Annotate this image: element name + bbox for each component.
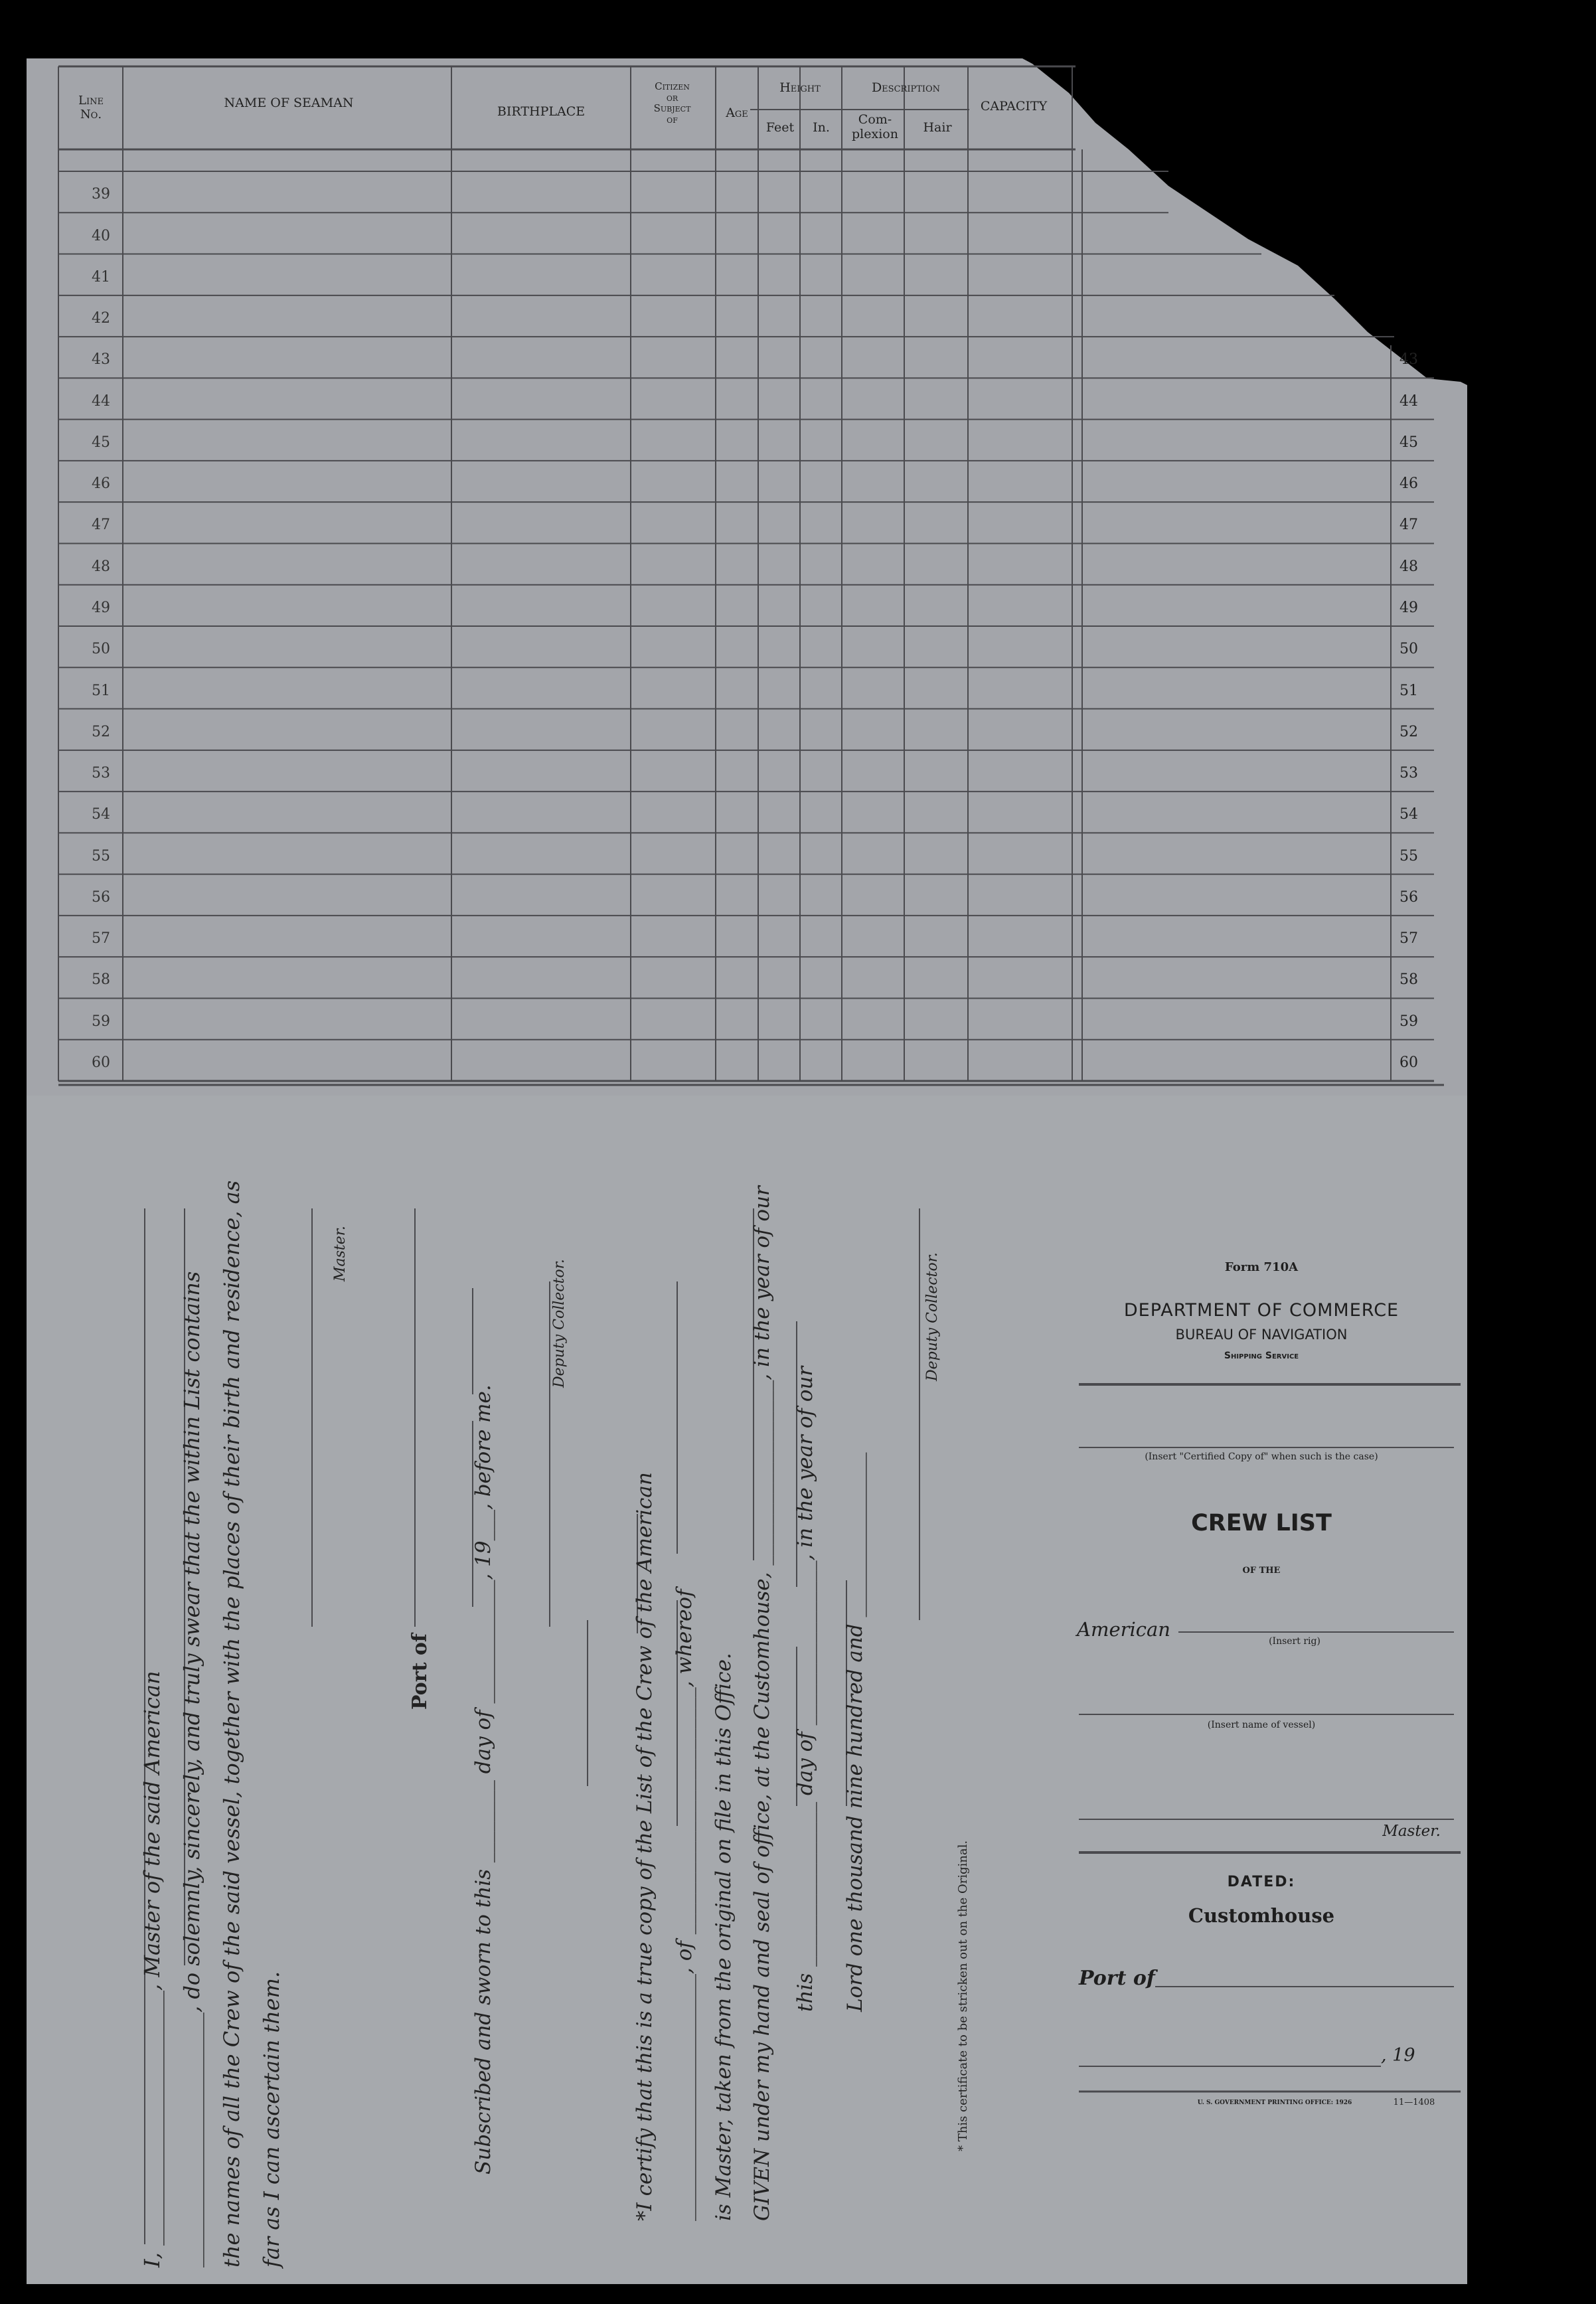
- oath-line-1: I, ________________________, Master of the said American: [139, 1671, 165, 2267]
- of-the-label: OF THE: [1242, 1566, 1281, 1576]
- header-citizen: Citizen or Subject of: [653, 80, 691, 125]
- row-number: 52: [92, 723, 110, 740]
- certify-line-6: Lord one thousand nine hundred and ________________: [843, 1452, 867, 2012]
- row-number-right: 59: [1399, 1013, 1418, 1030]
- header-complexion: Com- plexion: [852, 112, 898, 141]
- footnote: * This certificate to be stricken out on the Original.: [956, 1840, 970, 2151]
- certify-line-1: *I certify that this is a true copy of the List of the Crew of the American: [633, 1472, 657, 2221]
- row-number: 58: [92, 971, 110, 989]
- row-number: 56: [92, 888, 110, 906]
- row-number: 44: [92, 392, 110, 410]
- row-number: 60: [92, 1054, 110, 1071]
- row-number: 39: [92, 186, 110, 203]
- row-number-right: 55: [1399, 847, 1418, 864]
- header-height: Height: [779, 80, 821, 95]
- row-number: 43: [92, 351, 110, 369]
- header-birthplace: BIRTHPLACE: [497, 104, 586, 119]
- row-number: 47: [92, 517, 110, 534]
- insert-rig-note: (Insert rig): [1269, 1636, 1320, 1647]
- row-number-right: 48: [1399, 558, 1418, 575]
- row-number-right: 43: [1399, 351, 1418, 369]
- deputy-collector-2: Deputy Collector.: [924, 1252, 941, 1381]
- department-title: DEPARTMENT OF COMMERCE: [1123, 1300, 1399, 1321]
- row-number-right: 47: [1399, 517, 1418, 534]
- row-number: 46: [92, 475, 110, 493]
- row-number-right: 56: [1399, 888, 1418, 906]
- header-name-of-seaman: NAME OF SEAMAN: [224, 96, 354, 110]
- row-number-right: 52: [1399, 723, 1418, 740]
- row-number: 51: [92, 682, 110, 699]
- row-number: 48: [92, 558, 110, 575]
- insert-certified-note: (Insert "Certified Copy of" when such is the case): [1145, 1451, 1378, 1462]
- row-number: 59: [92, 1013, 110, 1030]
- row-number: 45: [92, 434, 110, 451]
- header-line-no: Line No.: [78, 94, 104, 122]
- form-number: Form 710A: [1224, 1260, 1299, 1274]
- row-number: 42: [92, 310, 110, 327]
- row-number: 53: [92, 765, 110, 782]
- row-number-right: 58: [1399, 971, 1418, 989]
- certify-line-4: GIVEN under my hand and seal of office, at the Customhouse, __________________, in the year of our: [750, 1186, 774, 2221]
- oath-line-4: far as I can ascertain them.: [259, 1971, 284, 2267]
- header-feet: Feet: [765, 120, 795, 135]
- row-number-right: 53: [1399, 765, 1418, 782]
- row-number-right: 51: [1399, 682, 1418, 699]
- row-number: 40: [92, 227, 110, 244]
- printing-office-note: U. S. GOVERNMENT PRINTING OFFICE: 1926: [1197, 2099, 1352, 2106]
- row-number: 49: [92, 600, 110, 616]
- bureau-title: BUREAU OF NAVIGATION: [1175, 1327, 1348, 1343]
- oath-line-2: ________________________, do solemnly, sincerely, and truly swear that the within List contains: [179, 1271, 204, 2267]
- row-number-right: 60: [1399, 1054, 1418, 1071]
- certify-line-2: ________________________, of ________________________, whereof: [673, 1589, 696, 2221]
- row-number: 41: [92, 268, 110, 286]
- row-number: 55: [92, 847, 110, 864]
- header-hair: Hair: [923, 120, 952, 135]
- print-number: 11—1408: [1393, 2098, 1435, 2107]
- header-capacity: CAPACITY: [980, 99, 1048, 114]
- row-number-right: 54: [1399, 806, 1418, 823]
- shipping-service: Shipping Service: [1224, 1351, 1299, 1361]
- certify-line-5: this ________________ day of ________________, in the year of our: [793, 1366, 817, 2012]
- insert-vessel-note: (Insert name of vessel): [1207, 1720, 1316, 1730]
- dated-label: DATED:: [1227, 1874, 1296, 1890]
- header-inches: In.: [813, 120, 830, 135]
- american-label: American: [1077, 1618, 1170, 1641]
- header-age: Age: [726, 106, 748, 120]
- deputy-collector-1: Deputy Collector.: [551, 1259, 568, 1388]
- row-number: 50: [92, 641, 110, 658]
- master-label: Master.: [1382, 1823, 1441, 1840]
- row-number-right: 46: [1399, 475, 1418, 493]
- subscribed-sworn: Subscribed and sworn to this ________ day of ____________, 19___, before me.: [471, 1384, 495, 2175]
- row-number-right: 44: [1399, 392, 1418, 410]
- row-number: 57: [92, 930, 110, 947]
- certify-line-3: is Master, taken from the original on file in this Office.: [712, 1653, 736, 2221]
- row-number-right: 57: [1399, 930, 1418, 947]
- master-signature-label: Master.: [332, 1226, 349, 1281]
- port-of-cover-label: Port of: [1079, 1967, 1155, 1990]
- header-description: Description: [871, 80, 941, 95]
- row-number-right: 45: [1399, 434, 1418, 451]
- customhouse-label: Customhouse: [1188, 1904, 1335, 1927]
- port-of-label: Port of: [408, 1633, 432, 1710]
- row-number-right: 49: [1399, 600, 1418, 616]
- oath-line-3: the names of all the Crew of the said vessel, together with the places of their birth and residence, as: [219, 1180, 244, 2267]
- row-number: 54: [92, 806, 110, 823]
- year-19-label: , 19: [1381, 2045, 1415, 2066]
- crew-list-title: CREW LIST: [1191, 1510, 1332, 1536]
- row-number-right: 50: [1399, 641, 1418, 658]
